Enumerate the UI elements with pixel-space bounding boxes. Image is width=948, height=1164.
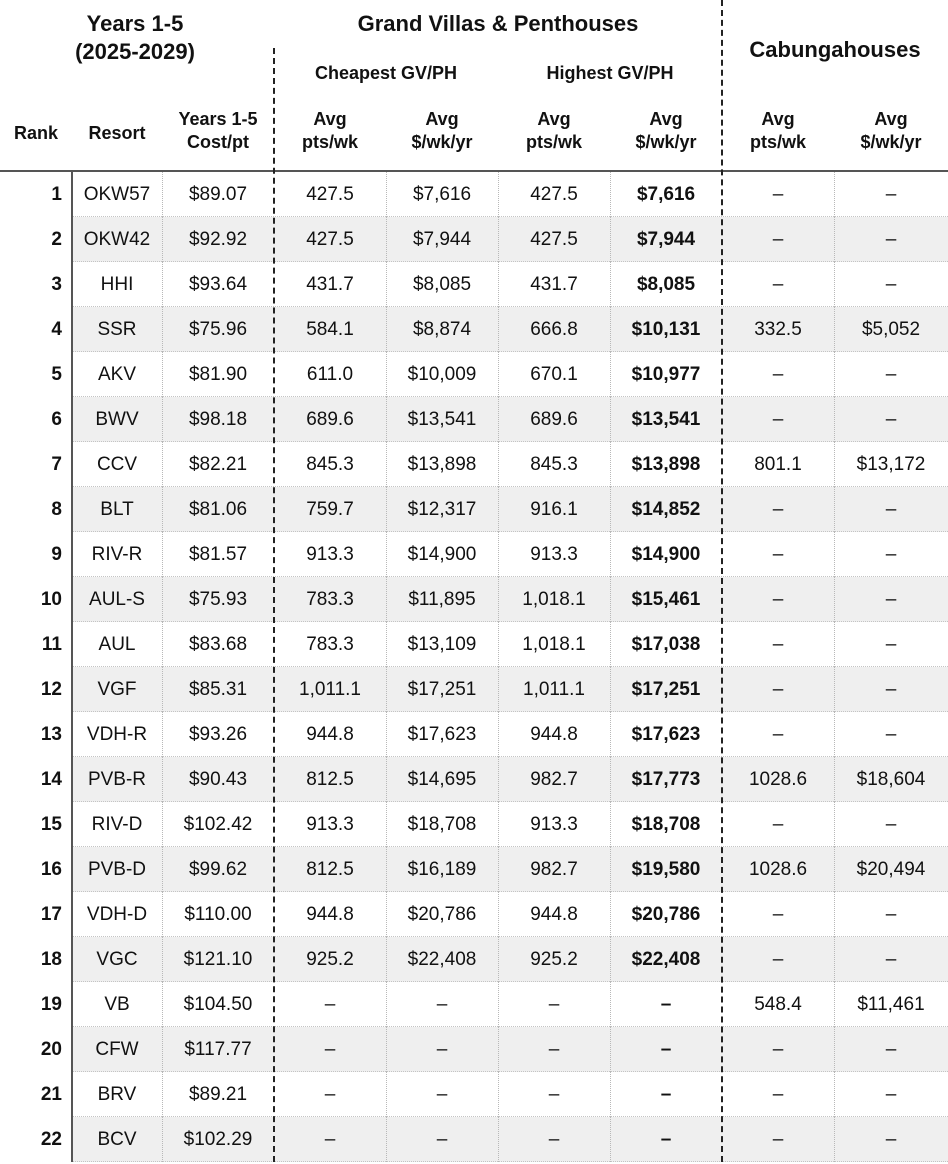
cell-h-usd: $17,773	[631, 769, 701, 790]
cell-resort: OKW42	[83, 229, 151, 250]
cabunga-pts-column-header	[722, 108, 834, 153]
table-row	[0, 757, 948, 802]
table-body	[0, 172, 948, 1162]
cell-c-usd: –	[436, 1039, 448, 1060]
cell-c-pts: 783.3	[306, 589, 354, 610]
cell-h-usd: $10,977	[631, 364, 701, 385]
cell-h-usd: $18,708	[631, 814, 701, 835]
table-row	[0, 577, 948, 622]
cell-resort: RIV-D	[91, 814, 143, 835]
cell-cost: $89.21	[188, 1084, 248, 1105]
cell-rank: 19	[40, 994, 62, 1015]
cell-c-usd: $17,251	[407, 679, 477, 700]
cell-rank: 21	[40, 1084, 62, 1105]
cell-h-pts: 925.2	[530, 949, 578, 970]
cell-c-usd: –	[436, 1084, 448, 1105]
cell-cb-pts: –	[772, 589, 784, 610]
cell-cb-usd: $20,494	[856, 859, 926, 880]
cell-cb-pts: –	[772, 544, 784, 565]
cell-cb-pts: –	[772, 814, 784, 835]
cabunga-header: Cabungahouses	[749, 37, 921, 62]
cell-cost: $81.90	[188, 364, 248, 385]
cell-rank: 10	[40, 589, 62, 610]
cell-c-usd: $18,708	[407, 814, 477, 835]
cell-cb-usd: –	[885, 949, 897, 970]
cell-c-usd: –	[436, 1129, 448, 1150]
cell-cb-usd: $5,052	[861, 319, 921, 340]
cell-cb-pts: –	[772, 229, 784, 250]
cell-h-pts: 916.1	[530, 499, 578, 520]
cell-rank: 7	[51, 454, 62, 475]
rank-column-header: Rank	[13, 123, 58, 143]
cell-h-usd: $15,461	[631, 589, 701, 610]
cell-c-usd: $13,109	[407, 634, 477, 655]
table-row	[0, 667, 948, 712]
table-row	[0, 622, 948, 667]
cell-h-pts: 982.7	[530, 769, 578, 790]
cell-cb-pts: –	[772, 184, 784, 205]
cell-cb-pts: –	[772, 499, 784, 520]
cell-h-usd: $7,616	[636, 184, 696, 205]
cell-cb-usd: –	[885, 409, 897, 430]
cell-rank: 1	[51, 184, 62, 205]
table-row	[0, 532, 948, 577]
cell-h-usd: $14,852	[631, 499, 701, 520]
table-row	[0, 352, 948, 397]
cell-h-usd: –	[660, 1084, 672, 1105]
cell-resort: BCV	[97, 1129, 137, 1150]
cell-h-usd: $14,900	[631, 544, 701, 565]
cell-cost: $110.00	[184, 904, 252, 925]
cell-c-pts: 689.6	[306, 409, 354, 430]
cell-cb-pts: 1028.6	[748, 769, 808, 790]
cell-rank: 11	[41, 634, 62, 655]
cell-cb-usd: –	[885, 229, 897, 250]
cell-resort: AUL	[98, 634, 136, 655]
cell-cb-usd: $18,604	[856, 769, 926, 790]
cell-rank: 15	[40, 814, 62, 835]
table-row	[0, 937, 948, 982]
cell-resort: BRV	[97, 1084, 137, 1105]
cell-c-pts: 427.5	[306, 184, 354, 205]
cell-cb-pts: 801.1	[754, 454, 802, 475]
table-row	[0, 802, 948, 847]
cell-c-pts: –	[324, 1039, 336, 1060]
table-row	[0, 442, 948, 487]
cell-cost: $83.68	[188, 634, 248, 655]
cell-cb-usd: $11,461	[857, 994, 925, 1015]
years-range: (2025-2029)	[75, 38, 195, 64]
cell-c-usd: $8,085	[412, 274, 472, 295]
cell-c-pts: 925.2	[306, 949, 354, 970]
cheapest-gv-header: Cheapest GV/PH	[314, 63, 458, 83]
cheapest-pts-column-header	[274, 108, 386, 153]
table-row	[0, 217, 948, 262]
resort-column-header: Resort	[88, 123, 146, 143]
cell-resort: PVB-R	[87, 769, 147, 790]
cell-cb-usd: –	[885, 274, 897, 295]
cell-resort: VDH-D	[86, 904, 148, 925]
cell-c-pts: 913.3	[306, 814, 354, 835]
cell-cb-usd: –	[885, 544, 897, 565]
cell-rank: 2	[51, 229, 62, 250]
cell-resort: VGF	[97, 679, 137, 700]
cell-cb-usd: –	[885, 364, 897, 385]
cell-cb-pts: –	[772, 274, 784, 295]
cell-h-pts: 689.6	[530, 409, 578, 430]
header-line2: pts/wk	[749, 131, 806, 152]
cell-cb-pts: –	[772, 724, 784, 745]
cell-cb-pts: –	[772, 364, 784, 385]
cell-c-usd: $13,541	[407, 409, 477, 430]
table-row	[0, 847, 948, 892]
cell-c-usd: $7,944	[412, 229, 472, 250]
table-row	[0, 982, 948, 1027]
cell-resort: SSR	[97, 319, 137, 340]
cell-resort: CFW	[95, 1039, 139, 1060]
cell-h-pts: 913.3	[530, 544, 578, 565]
cell-cost: $82.21	[188, 454, 248, 475]
cell-cb-usd: $13,172	[856, 454, 926, 475]
highest-gv-header: Highest GV/PH	[546, 63, 674, 83]
section-divider-years	[273, 48, 275, 1162]
cell-cb-pts: –	[772, 949, 784, 970]
cell-cb-usd: –	[885, 679, 897, 700]
cell-cost: $99.62	[188, 859, 248, 880]
header-line2: $/wk/yr	[860, 131, 922, 152]
cell-cb-pts: –	[772, 634, 784, 655]
cell-rank: 6	[51, 409, 62, 430]
cell-cb-usd: –	[885, 904, 897, 925]
header-line2: pts/wk	[301, 131, 358, 152]
cell-h-pts: –	[548, 1084, 560, 1105]
cost-header-line2: Cost/pt	[187, 131, 249, 152]
cell-h-pts: 1,018.1	[522, 589, 586, 610]
cell-c-usd: $11,895	[408, 589, 476, 610]
cell-resort: BLT	[100, 499, 134, 520]
table-row	[0, 172, 948, 217]
cell-rank: 5	[51, 364, 62, 385]
cell-rank: 13	[40, 724, 62, 745]
cell-cb-usd: –	[885, 1084, 897, 1105]
cell-rank: 14	[40, 769, 62, 790]
cell-cost: $121.10	[183, 949, 253, 970]
table-row	[0, 712, 948, 757]
cell-resort: OKW57	[83, 184, 151, 205]
header-line1: Avg	[874, 109, 908, 129]
cell-h-usd: $17,623	[631, 724, 701, 745]
cell-cost: $90.43	[188, 769, 248, 790]
cell-rank: 22	[40, 1129, 62, 1150]
cell-h-usd: $13,898	[631, 454, 701, 475]
cell-cb-usd: –	[885, 1129, 897, 1150]
cell-c-usd: $22,408	[407, 949, 477, 970]
cell-resort: VDH-R	[86, 724, 148, 745]
cell-resort: VGC	[96, 949, 138, 970]
cell-c-pts: 584.1	[306, 319, 354, 340]
cell-resort: BWV	[95, 409, 139, 430]
cell-h-pts: 427.5	[530, 184, 578, 205]
cell-h-usd: $10,131	[631, 319, 701, 340]
cell-h-usd: $17,038	[631, 634, 701, 655]
cell-rank: 17	[40, 904, 62, 925]
cell-h-usd: –	[660, 1129, 672, 1150]
table-row	[0, 1027, 948, 1072]
cell-cb-usd: –	[885, 724, 897, 745]
cell-c-pts: 845.3	[306, 454, 354, 475]
header-line1: Avg	[313, 109, 347, 129]
cell-cost: $85.31	[188, 679, 248, 700]
cell-cb-pts: 1028.6	[748, 859, 808, 880]
table-row	[0, 1117, 948, 1162]
cell-rank: 3	[51, 274, 62, 295]
cell-rank: 20	[40, 1039, 62, 1060]
cell-cost: $75.93	[188, 589, 248, 610]
cell-cb-usd: –	[885, 814, 897, 835]
header-rule	[0, 170, 948, 172]
cell-rank: 4	[51, 319, 62, 340]
table-row	[0, 262, 948, 307]
table-row	[0, 487, 948, 532]
cell-cb-pts: –	[772, 409, 784, 430]
cell-resort: RIV-R	[91, 544, 143, 565]
section-divider-gv	[721, 0, 723, 1162]
cell-cb-usd: –	[885, 634, 897, 655]
header-line1: Avg	[761, 109, 795, 129]
cell-c-pts: 812.5	[306, 859, 354, 880]
cell-rank: 12	[40, 679, 62, 700]
years-title: Years 1-5	[86, 11, 184, 36]
cell-c-usd: $16,189	[407, 859, 477, 880]
cell-cb-pts: –	[772, 1039, 784, 1060]
cell-c-pts: 427.5	[306, 229, 354, 250]
cell-h-pts: 944.8	[530, 904, 578, 925]
cell-cost: $102.29	[183, 1129, 253, 1150]
cell-h-usd: $20,786	[631, 904, 701, 925]
cell-h-pts: 670.1	[530, 364, 578, 385]
cell-rank: 9	[51, 544, 62, 565]
cell-cost: $102.42	[183, 814, 253, 835]
cell-h-pts: 982.7	[530, 859, 578, 880]
cell-cost: $75.96	[188, 319, 248, 340]
cell-rank: 18	[40, 949, 62, 970]
cell-resort: PVB-D	[87, 859, 147, 880]
cell-h-usd: $8,085	[636, 274, 696, 295]
highest-usd-column-header	[610, 108, 722, 153]
cell-c-pts: –	[324, 1084, 336, 1105]
cell-cost: $89.07	[188, 184, 248, 205]
cell-resort: AKV	[97, 364, 137, 385]
cell-cb-pts: 332.5	[754, 319, 802, 340]
cell-h-pts: –	[548, 1129, 560, 1150]
cell-c-usd: $8,874	[412, 319, 472, 340]
cell-cost: $117.77	[184, 1039, 252, 1060]
cell-h-pts: 431.7	[530, 274, 578, 295]
cell-h-usd: –	[660, 1039, 672, 1060]
cell-h-pts: 913.3	[530, 814, 578, 835]
cell-resort: AUL-S	[89, 589, 145, 610]
years-header	[0, 10, 270, 65]
cell-c-pts: 944.8	[306, 724, 354, 745]
cell-c-pts: 1,011.1	[299, 679, 361, 700]
cheapest-usd-column-header	[386, 108, 498, 153]
cell-c-pts: 783.3	[306, 634, 354, 655]
cell-h-pts: 666.8	[530, 319, 578, 340]
header-line2: $/wk/yr	[411, 131, 473, 152]
cell-resort: VB	[104, 994, 130, 1015]
cell-h-usd: $19,580	[631, 859, 701, 880]
cell-h-pts: 427.5	[530, 229, 578, 250]
cell-c-pts: 913.3	[306, 544, 354, 565]
cell-cb-pts: –	[772, 1084, 784, 1105]
cell-c-pts: 812.5	[306, 769, 354, 790]
cell-cb-pts: –	[772, 904, 784, 925]
header-line2: $/wk/yr	[635, 131, 697, 152]
highest-pts-column-header	[498, 108, 610, 153]
cell-cost: $93.64	[188, 274, 248, 295]
cell-cb-usd: –	[885, 499, 897, 520]
cell-c-pts: 944.8	[306, 904, 354, 925]
table-row	[0, 307, 948, 352]
cell-c-usd: –	[436, 994, 448, 1015]
cell-c-usd: $7,616	[412, 184, 472, 205]
cell-c-usd: $13,898	[407, 454, 477, 475]
cell-c-usd: $14,900	[407, 544, 477, 565]
cell-h-pts: 1,018.1	[522, 634, 586, 655]
rank-divider	[71, 170, 73, 1162]
cell-c-usd: $10,009	[407, 364, 477, 385]
cell-cost: $93.26	[188, 724, 248, 745]
cell-h-usd: $22,408	[631, 949, 701, 970]
cell-resort: CCV	[96, 454, 138, 475]
cell-cb-usd: –	[885, 184, 897, 205]
cell-c-usd: $14,695	[407, 769, 477, 790]
cell-c-pts: 759.7	[306, 499, 354, 520]
cell-cb-pts: 548.4	[754, 994, 802, 1015]
table-row	[0, 397, 948, 442]
cell-c-pts: –	[324, 1129, 336, 1150]
cell-h-usd: $7,944	[636, 229, 696, 250]
table-row	[0, 1072, 948, 1117]
cell-resort: HHI	[100, 274, 134, 295]
cell-cost: $104.50	[183, 994, 253, 1015]
cell-c-pts: 431.7	[306, 274, 354, 295]
cost-header-line1: Years 1-5	[178, 109, 258, 129]
cell-h-usd: –	[660, 994, 672, 1015]
cell-h-usd: $17,251	[631, 679, 701, 700]
cell-cb-usd: –	[885, 589, 897, 610]
cell-cb-pts: –	[772, 679, 784, 700]
header-line1: Avg	[537, 109, 571, 129]
cell-cb-pts: –	[772, 1129, 784, 1150]
cell-c-usd: $20,786	[407, 904, 477, 925]
header-line1: Avg	[649, 109, 683, 129]
cell-c-usd: $17,623	[407, 724, 477, 745]
cabunga-usd-column-header	[834, 108, 948, 153]
gv-header: Grand Villas & Penthouses	[357, 11, 639, 36]
cell-h-pts: –	[548, 1039, 560, 1060]
cell-cost: $81.57	[188, 544, 248, 565]
cell-cost: $98.18	[188, 409, 248, 430]
cell-h-pts: 944.8	[530, 724, 578, 745]
cell-c-pts: –	[324, 994, 336, 1015]
header-line1: Avg	[425, 109, 459, 129]
cell-h-pts: –	[548, 994, 560, 1015]
cell-rank: 8	[51, 499, 62, 520]
cell-cost: $92.92	[188, 229, 248, 250]
cost-column-header	[162, 108, 274, 153]
cell-cost: $81.06	[188, 499, 248, 520]
cell-rank: 16	[40, 859, 62, 880]
cell-h-usd: $13,541	[631, 409, 701, 430]
cell-cb-usd: –	[885, 1039, 897, 1060]
cell-h-pts: 845.3	[530, 454, 578, 475]
cell-c-pts: 611.0	[306, 364, 354, 385]
table-row	[0, 892, 948, 937]
cell-c-usd: $12,317	[407, 499, 477, 520]
header-line2: pts/wk	[525, 131, 582, 152]
cell-h-pts: 1,011.1	[523, 679, 585, 700]
